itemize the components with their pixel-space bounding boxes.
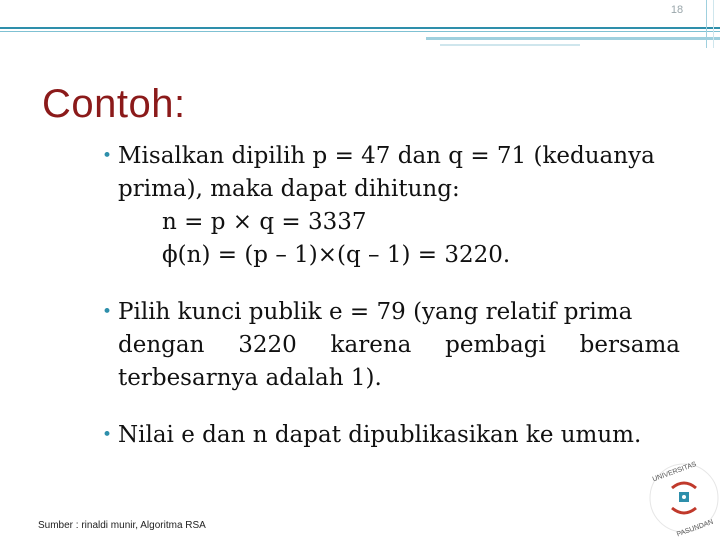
university-logo: [644, 458, 720, 538]
vertical-line: [706, 0, 707, 48]
svg-text:UNIVERSITAS: UNIVERSITAS: [651, 460, 698, 484]
bullet-item: [102, 419, 680, 452]
top-decoration: [0, 0, 720, 30]
svg-text:PASUNDAN: PASUNDAN: [675, 518, 715, 538]
vertical-line-faint: [713, 0, 714, 48]
slide-title: Contoh:: [42, 82, 186, 126]
bullet-icon: •: [102, 146, 113, 166]
page-number: 18: [670, 4, 684, 16]
bullet-item: [102, 296, 680, 395]
equation-line: ϕ(n) = (p – 1)×(q – 1) = 3220.: [162, 242, 511, 268]
bullet-icon: •: [102, 302, 113, 322]
slide-content: [102, 140, 680, 452]
top-line-dark: [0, 27, 720, 29]
bullet-icon: •: [102, 425, 113, 445]
top-line-faint: [440, 44, 580, 46]
bullet-line: Pilih kunci publik e = 79 (yang relatif prima: [118, 299, 633, 325]
bullet-line: Misalkan dipilih p = 47 dan q = 71 (keduanya: [118, 143, 655, 169]
bullet-item: [102, 140, 680, 272]
bullet-line: prima), maka dapat dihitung:: [118, 176, 460, 202]
equation-line: n = p × q = 3337: [162, 209, 367, 235]
bullet-line: terbesarnya adalah 1).: [118, 365, 382, 391]
bullet-line: Nilai e dan n dapat dipublikasikan ke umum.: [118, 422, 642, 448]
top-line-accent: [426, 37, 720, 40]
top-line-light: [0, 31, 720, 32]
bullet-line: dengan 3220 karena pembagi bersama: [118, 332, 680, 358]
source-footer: Sumber : rinaldi munir, Algoritma RSA: [38, 520, 206, 531]
